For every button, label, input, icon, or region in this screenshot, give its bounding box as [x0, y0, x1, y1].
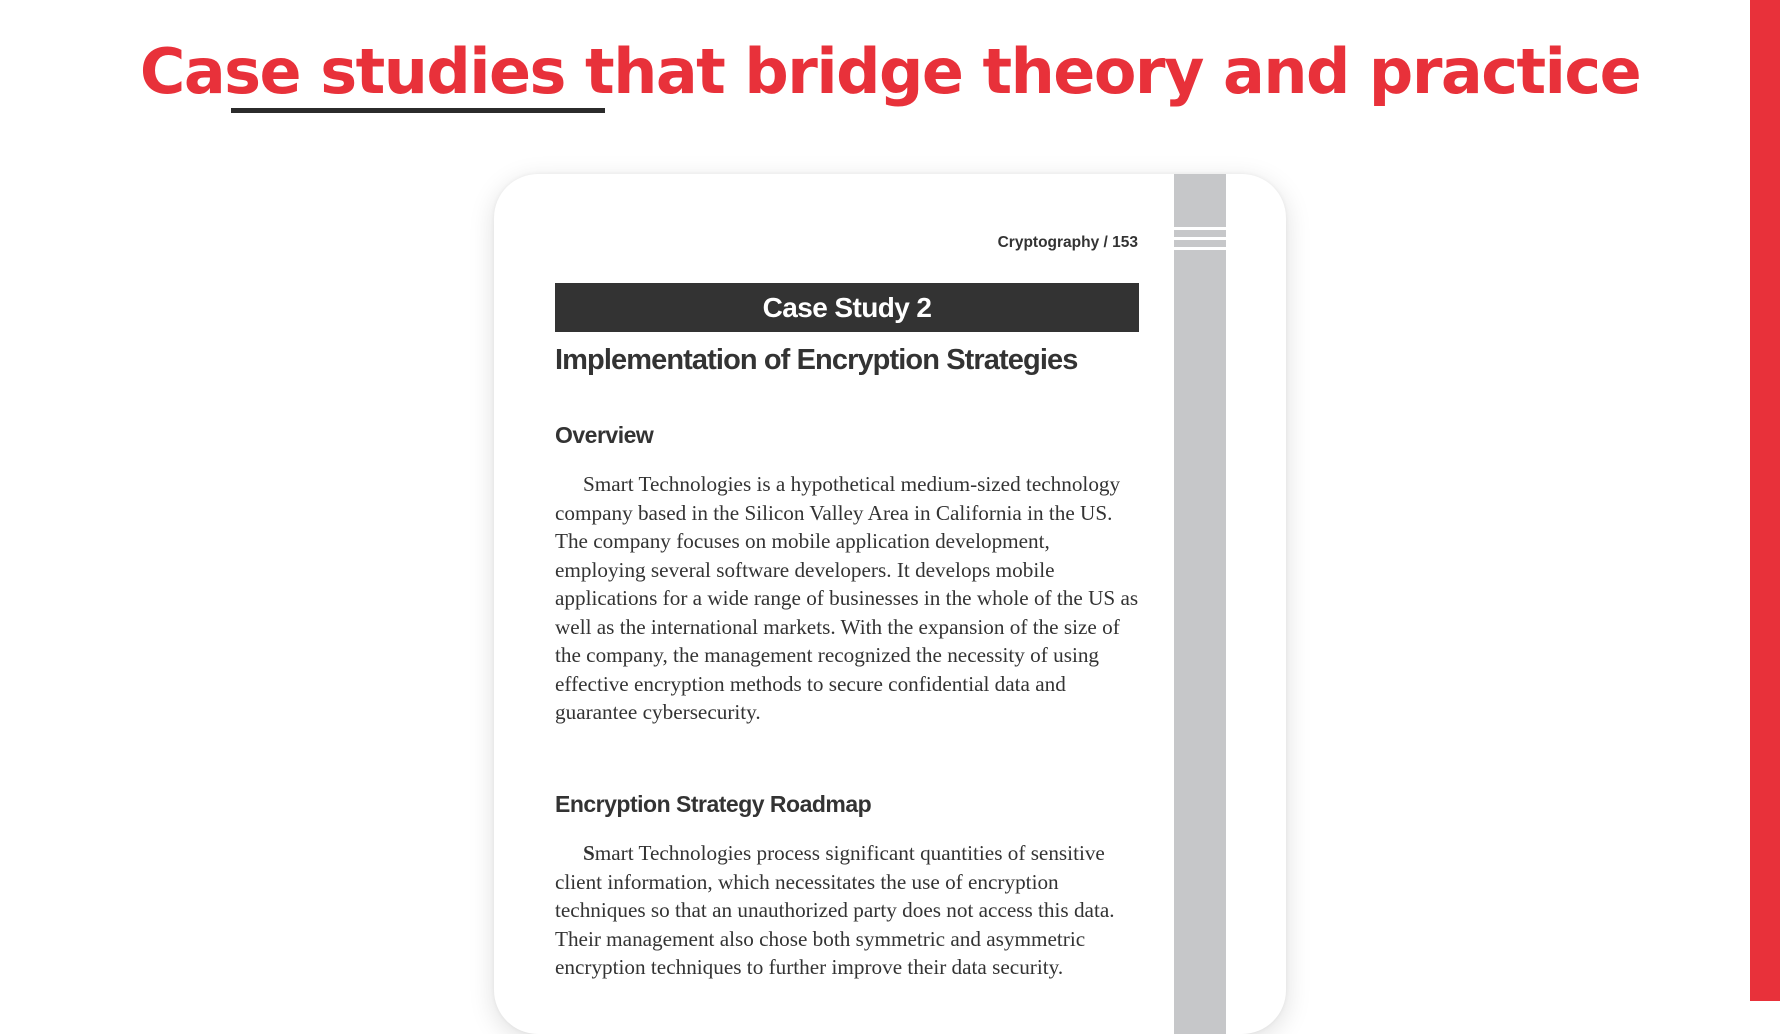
section-heading-roadmap: Encryption Strategy Roadmap: [555, 791, 872, 817]
section-heading-overview: Overview: [555, 422, 654, 448]
headline-underline: [231, 108, 605, 113]
running-head: Cryptography / 153: [997, 234, 1138, 251]
slide-headline: [0, 32, 1780, 112]
headline-highlight: Case studies: [139, 35, 565, 108]
roadmap-paragraph: [555, 839, 1139, 982]
case-study-title: Implementation of Encryption Strategies: [555, 344, 1078, 376]
roadmap-text: mart Technologies process significant quantities of sensitive client information, which necessitates the use of encryption techniques so that an unauthorized party does not access this data. Their management also chose both symmetric and asymmetric encryption techniques to further improve their data security.: [555, 841, 1115, 979]
page-thumb-edge: [1174, 174, 1226, 1034]
overview-paragraph: Smart Technologies is a hypothetical medium-sized technology company based in the Silicon Valley Area in California in the US. The company focuses on mobile application development, employing several software developers. It develops mobile applications for a wide range of businesses in the whole of the US as well as the international markets. With the expansion of the size of the company, the management recognized the necessity of using effective encryption methods to secure confidential data and guarantee cybersecurity.: [555, 472, 1139, 724]
accent-stripe: [1750, 0, 1780, 1001]
edge-line: [1174, 227, 1226, 230]
edge-line: [1174, 247, 1226, 250]
headline-rest: that bridge theory and practice: [564, 35, 1641, 108]
edge-line: [1174, 237, 1226, 240]
roadmap-initial: S: [583, 841, 595, 865]
case-study-banner: Case Study 2: [555, 283, 1139, 332]
book-page-preview: [494, 174, 1286, 1034]
